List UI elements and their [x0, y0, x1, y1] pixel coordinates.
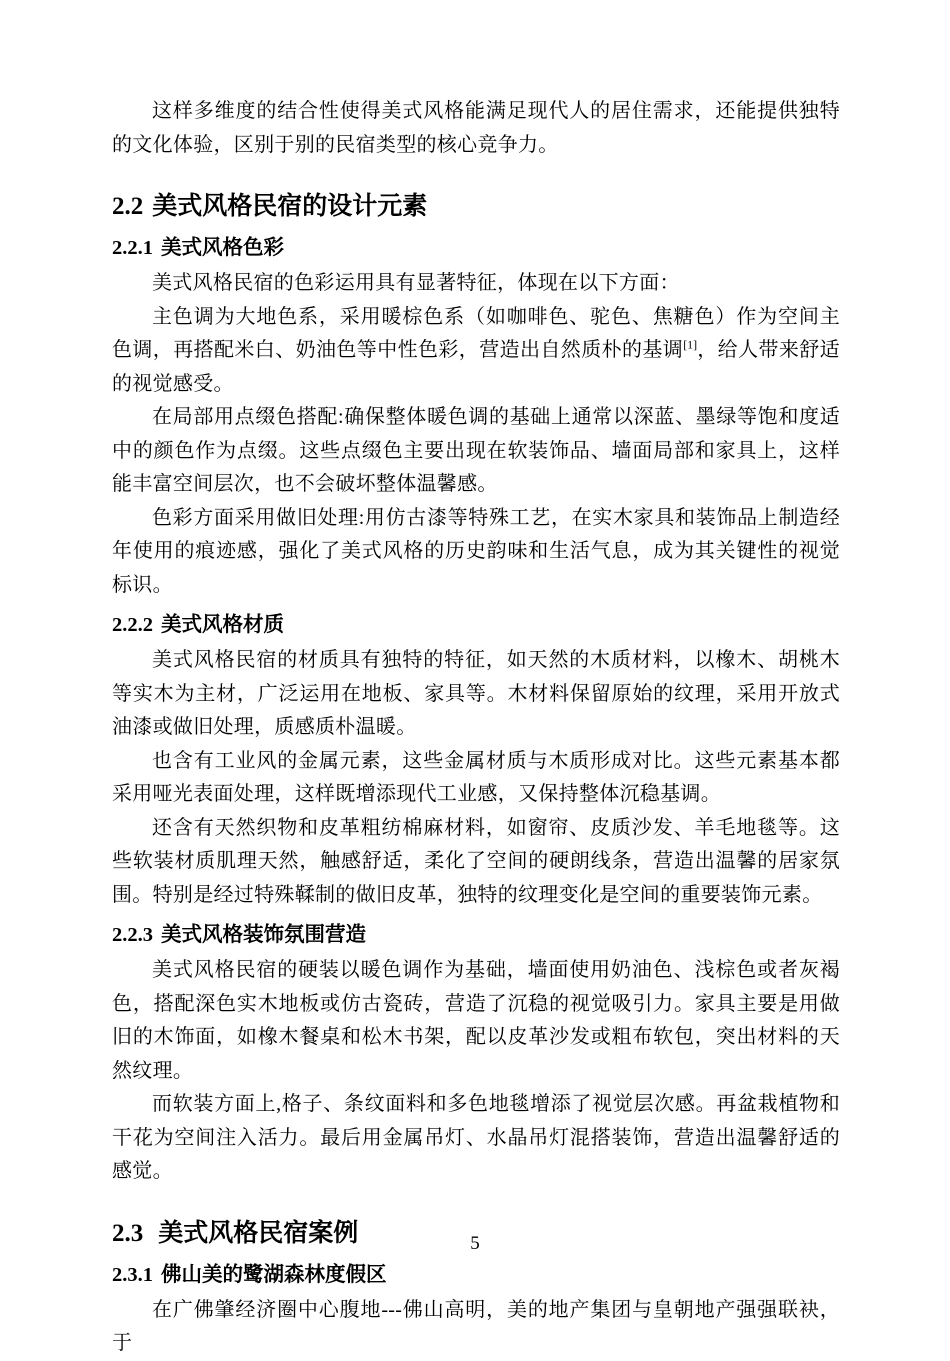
subsection-heading-2-2-2	[112, 610, 840, 640]
paragraph-text: 主色调为大地色系，采用暖棕色系（如咖啡色、驼色、焦糖色）作为空间主色调，再搭配米白、奶油色等中性色彩，营造出自然质朴的基调	[112, 305, 840, 361]
section-heading-2-2	[112, 188, 840, 225]
paragraph: 在广佛肇经济圈中心腹地---佛山高明，美的地产集团与皇朝地产强强联袂，于	[112, 1298, 840, 1354]
section-number: 2.3	[112, 1219, 144, 1247]
subsection-heading-2-3-1	[112, 1260, 840, 1290]
subsection-title: 美式风格色彩	[161, 236, 284, 259]
subsection-number: 2.2.2	[112, 614, 153, 636]
section-title: 美式风格民宿案例	[158, 1218, 359, 1247]
paragraph: 也含有工业风的金属元素，这些金属材质与木质形成对比。这些元素基本都采用哑光表面处理，这样既增添现代工业感，又保持整体沉稳基调。	[112, 749, 840, 805]
paragraph: 美式风格民宿的硬装以暖色调作为基础，墙面使用奶油色、浅棕色或者灰褐色，搭配深色实木地板或仿古瓷砖，营造了沉稳的视觉吸引力。家具主要是用做旧的木饰面，如橡木餐桌和松木书架，配以皮革沙发或粗布软包，突出材料的天然纹理。	[112, 959, 840, 1082]
subsection-heading-2-2-3	[112, 920, 840, 950]
subsection-number: 2.2.1	[112, 237, 153, 259]
intro-paragraph: 这样多维度的结合性使得美式风格能满足现代人的居住需求，还能提供独特的文化体验，区别于别的民宿类型的核心竞争力。	[112, 100, 840, 156]
subsection-title: 美式风格装饰氛围营造	[161, 923, 366, 946]
citation-marker: [1]	[683, 337, 698, 352]
paragraph-with-citation	[112, 301, 840, 402]
paragraph-text: ，给人带来舒适的视觉感受。	[112, 339, 840, 395]
section-title: 美式风格民宿的设计元素	[152, 192, 428, 220]
paragraph: 还含有天然织物和皮革粗纺棉麻材料，如窗帘、皮质沙发、羊毛地毯等。这些软装材质肌理天然，触感舒适，柔化了空间的硬朗线条，营造出温馨的居家氛围。特别是经过特殊鞣制的做旧皮革，独特的纹理变化是空间的重要装饰元素。	[112, 816, 840, 906]
paragraph: 而软装方面上,格子、条纹面料和多色地毯增添了视觉层次感。再盆栽植物和干花为空间注入活力。最后用金属吊灯、水晶吊灯混搭装饰，营造出温馨舒适的感觉。	[112, 1093, 840, 1182]
page-number: 5	[470, 1233, 480, 1254]
subsection-number: 2.3.1	[112, 1263, 153, 1286]
paragraph: 美式风格民宿的色彩运用具有显著特征，体现在以下方面：	[152, 272, 680, 294]
paragraph: 色彩方面采用做旧处理:用仿古漆等特殊工艺，在实木家具和装饰品上制造经年使用的痕迹感，强化了美式风格的历史韵味和生活气息，成为其关键性的视觉标识。	[112, 506, 840, 596]
subsection-title: 佛山美的鹭湖森林度假区	[161, 1262, 387, 1286]
subsection-number: 2.2.3	[112, 924, 153, 946]
paragraph: 在局部用点缀色搭配:确保整体暖色调的基础上通常以深蓝、墨绿等饱和度适中的颜色作为点缀。这些点缀色主要出现在软装饰品、墙面局部和家具上，这样能丰富空间层次，也不会破坏整体温馨感。	[112, 406, 840, 495]
subsection-title: 美式风格材质	[161, 613, 284, 636]
paragraph: 美式风格民宿的材质具有独特的特征，如天然的木质材料，以橡木、胡桃木等实木为主材，广泛运用在地板、家具等。木材料保留原始的纹理，采用开放式油漆或做旧处理，质感质朴温暖。	[112, 649, 840, 738]
subsection-heading-2-2-1	[112, 233, 840, 263]
section-number: 2.2	[112, 193, 144, 220]
